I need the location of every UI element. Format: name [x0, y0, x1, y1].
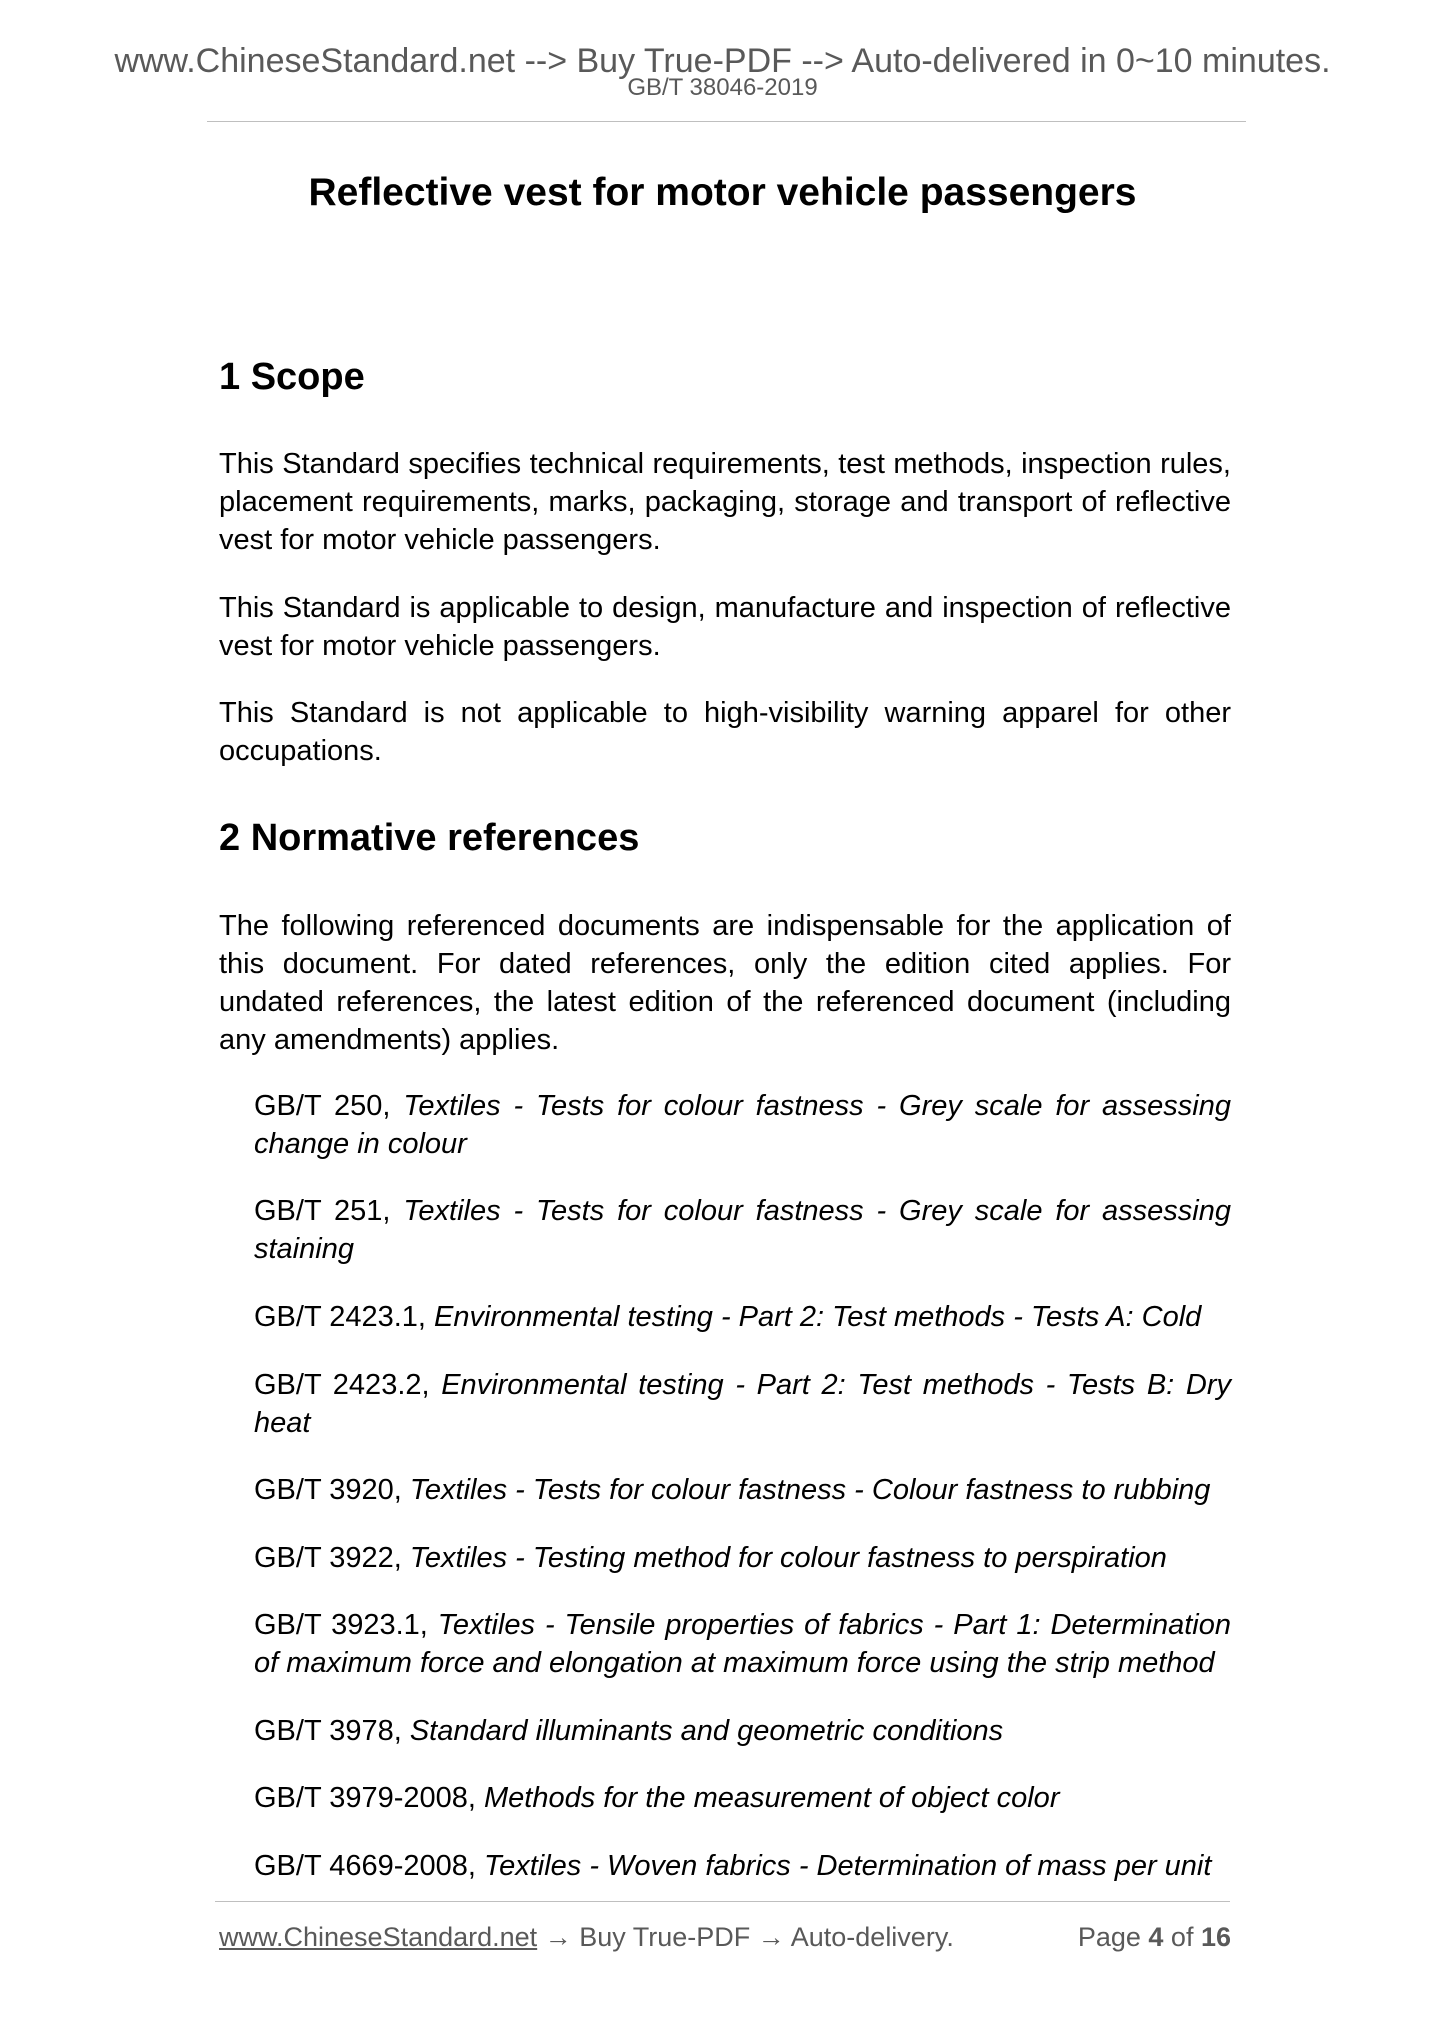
reference-title: Environmental testing - Part 2: Test methods - Tests B: Dry heat: [254, 1369, 1231, 1439]
reference-title: Textiles - Tests for colour fastness - Colour fastness to rubbing: [409, 1474, 1211, 1506]
reference-code: GB/T 250,: [254, 1090, 404, 1122]
reference-code: GB/T 3920,: [254, 1474, 410, 1506]
reference-title: Textiles - Woven fabrics - Determination of mass per unit: [484, 1850, 1212, 1882]
page-label: Page: [1077, 1922, 1149, 1952]
of-label: of: [1163, 1922, 1201, 1952]
reference-code: GB/T 3923.1,: [254, 1609, 438, 1641]
standard-code: GB/T 38046-2019: [627, 74, 818, 101]
current-page-number: 4: [1148, 1922, 1164, 1952]
reference-item: [254, 1471, 1231, 1509]
top-banner[interactable]: www.ChineseStandard.net --> Buy True-PDF --> Auto-delivered in 0~10 minutes.: [114, 42, 1331, 80]
reference-title: Methods for the measurement of object color: [484, 1782, 1060, 1814]
reference-item: [254, 1192, 1231, 1268]
footer-tagline: → Buy True-PDF → Auto-delivery.: [537, 1922, 954, 1952]
footer-site-link[interactable]: www.ChineseStandard.net: [219, 1922, 538, 1952]
reference-code: GB/T 3978,: [254, 1715, 410, 1747]
footer-promo: [219, 1919, 954, 1955]
reference-title: Standard illuminants and geometric conditions: [409, 1715, 1004, 1747]
reference-code: GB/T 2423.2,: [254, 1369, 442, 1401]
footer-divider: [215, 1901, 1230, 1902]
reference-item: [254, 1847, 1231, 1885]
reference-code: GB/T 2423.1,: [254, 1301, 435, 1333]
reference-title: Textiles - Tensile properties of fabrics - Part 1: Determination of maximum force and elongation at maximum force using the strip method: [254, 1609, 1231, 1679]
reference-title: Textiles - Testing method for colour fastness to perspiration: [409, 1542, 1167, 1574]
reference-title: Textiles - Tests for colour fastness - Grey scale for assessing change in colour: [254, 1090, 1231, 1160]
reference-code: GB/T 3979-2008,: [254, 1782, 485, 1814]
reference-item: [254, 1087, 1231, 1163]
total-pages: 16: [1200, 1922, 1231, 1952]
section-2-heading: 2 Normative references: [219, 817, 640, 859]
reference-code: GB/T 3922,: [254, 1542, 410, 1574]
page-footer: [219, 1919, 1231, 1955]
reference-title: Textiles - Tests for colour fastness - Grey scale for assessing staining: [254, 1195, 1231, 1265]
references-intro: The following referenced documents are indispensable for the application of this document. For dated references, only the edition cited applies. For undated references, the latest edition of the referenced document (including any amendments) applies.: [219, 910, 1231, 1056]
reference-item: [254, 1366, 1231, 1442]
reference-item: [254, 1298, 1231, 1336]
scope-paragraph-1: This Standard specifies technical requirements, test methods, inspection rules, placement requirements, marks, packaging, storage and transport of reflective vest for motor vehicle passengers.: [219, 448, 1231, 556]
reference-code: GB/T 4669-2008,: [254, 1850, 485, 1882]
reference-item: [254, 1539, 1231, 1577]
reference-item: [254, 1779, 1231, 1817]
scope-paragraph-2: This Standard is applicable to design, manufacture and inspection of reflective vest for motor vehicle passengers.: [219, 592, 1231, 662]
reference-item: [254, 1606, 1231, 1682]
reference-item: [254, 1712, 1231, 1750]
page-indicator: [1078, 1919, 1231, 1955]
scope-paragraph-3: This Standard is not applicable to high-visibility warning apparel for other occupations.: [219, 697, 1231, 767]
header-divider: [207, 121, 1246, 122]
document-title: Reflective vest for motor vehicle passengers: [308, 171, 1137, 214]
reference-code: GB/T 251,: [254, 1195, 404, 1227]
section-1-heading: 1 Scope: [219, 356, 365, 398]
reference-title: Environmental testing - Part 2: Test methods - Tests A: Cold: [434, 1301, 1202, 1333]
